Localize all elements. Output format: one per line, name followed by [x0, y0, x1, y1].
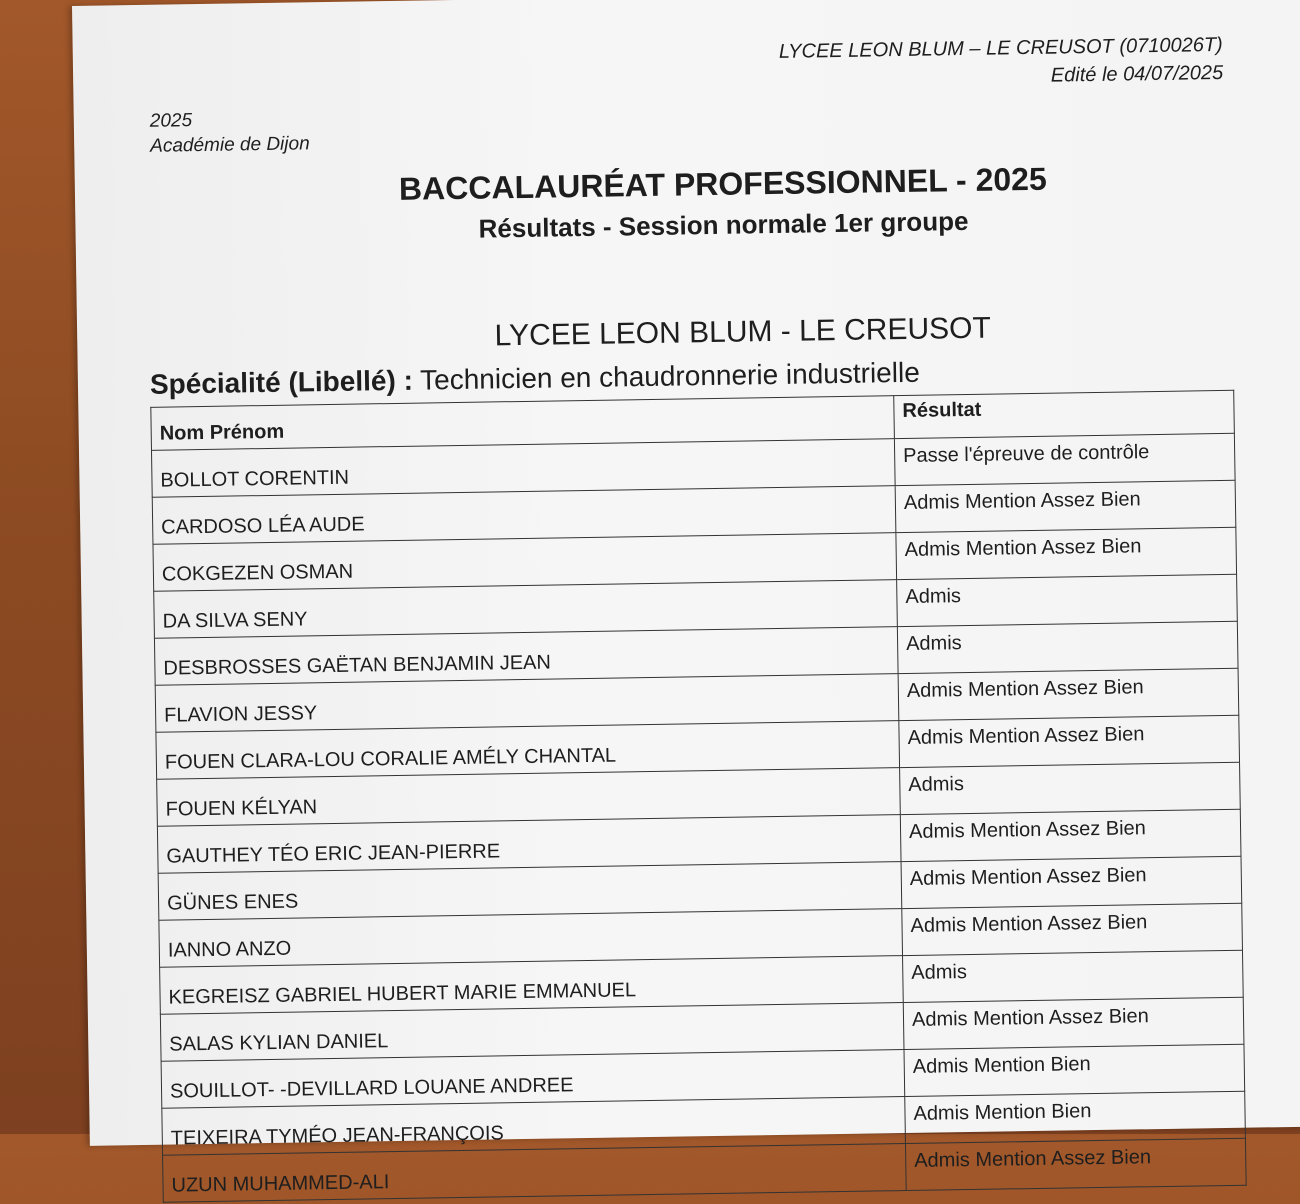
edited-date: Edité le 04/07/2025 — [1050, 61, 1224, 87]
student-result: Admis Mention Assez Bien — [902, 903, 1243, 955]
specialite-label: Spécialité (Libellé) : — [149, 364, 414, 400]
student-name: FOUEN CLARA-LOU CORALIE AMÉLY CHANTAL — [156, 721, 900, 780]
student-name: FOUEN KÉLYAN — [157, 768, 901, 827]
specialite-value: Technicien en chaudronnerie industrielle — [412, 356, 920, 396]
student-result: Admis Mention Assez Bien — [903, 997, 1244, 1049]
session-year: 2025 — [149, 110, 193, 132]
results-sheet — [72, 0, 1300, 1197]
student-result: Admis Mention Assez Bien — [900, 809, 1241, 861]
student-name: UZUN MUHAMMED-ALI — [163, 1144, 907, 1203]
student-name: GÜNES ENES — [158, 862, 902, 921]
specialite-line — [150, 357, 920, 401]
student-result: Admis — [897, 574, 1238, 626]
student-result: Admis — [900, 762, 1241, 814]
student-name: BOLLOT CORENTIN — [151, 439, 895, 498]
student-result: Admis Mention Assez Bien — [895, 480, 1236, 532]
student-result: Admis Mention Bien — [905, 1091, 1246, 1143]
student-name: IANNO ANZO — [159, 909, 903, 968]
student-result: Admis — [897, 621, 1238, 673]
student-result: Admis Mention Assez Bien — [905, 1138, 1246, 1190]
student-name: TEIXEIRA TYMÉO JEAN-FRANÇOIS — [162, 1097, 906, 1156]
student-name: GAUTHEY TÉO ERIC JEAN-PIERRE — [157, 815, 901, 874]
student-name: COKGEZEN OSMAN — [153, 533, 897, 592]
student-name: SALAS KYLIAN DANIEL — [160, 1003, 904, 1062]
header-name: Nom Prénom — [151, 396, 895, 451]
student-name: KEGREISZ GABRIEL HUBERT MARIE EMMANUEL — [160, 956, 904, 1015]
student-name: CARDOSO LÉA AUDE — [152, 486, 896, 545]
student-result: Admis Mention Assez Bien — [899, 715, 1240, 767]
student-result: Admis Mention Bien — [904, 1044, 1245, 1096]
student-result: Admis Mention Assez Bien — [901, 856, 1242, 908]
student-name: SOUILLOT- -DEVILLARD LOUANE ANDREE — [161, 1050, 905, 1109]
student-name: FLAVION JESSY — [155, 674, 899, 733]
student-result: Admis — [903, 950, 1244, 1002]
school-code-line: LYCEE LEON BLUM – LE CREUSOT (0710026T) — [778, 33, 1223, 63]
page-title: BACCALAURÉAT PROFESSIONNEL - 2025 — [398, 160, 1048, 207]
school-name: LYCEE LEON BLUM - LE CREUSOT — [494, 311, 992, 353]
results-table — [150, 390, 1246, 1203]
student-result: Admis Mention Assez Bien — [896, 527, 1237, 579]
student-result: Admis Mention Assez Bien — [898, 668, 1239, 720]
student-name: DESBROSSES GAËTAN BENJAMIN JEAN — [154, 627, 898, 686]
header-result: Résultat — [894, 390, 1235, 438]
student-name: DA SILVA SENY — [154, 580, 898, 639]
student-result: Passe l'épreuve de contrôle — [894, 433, 1235, 485]
page-subtitle: Résultats - Session normale 1er groupe — [478, 205, 969, 244]
academie: Académie de Dijon — [150, 133, 310, 157]
